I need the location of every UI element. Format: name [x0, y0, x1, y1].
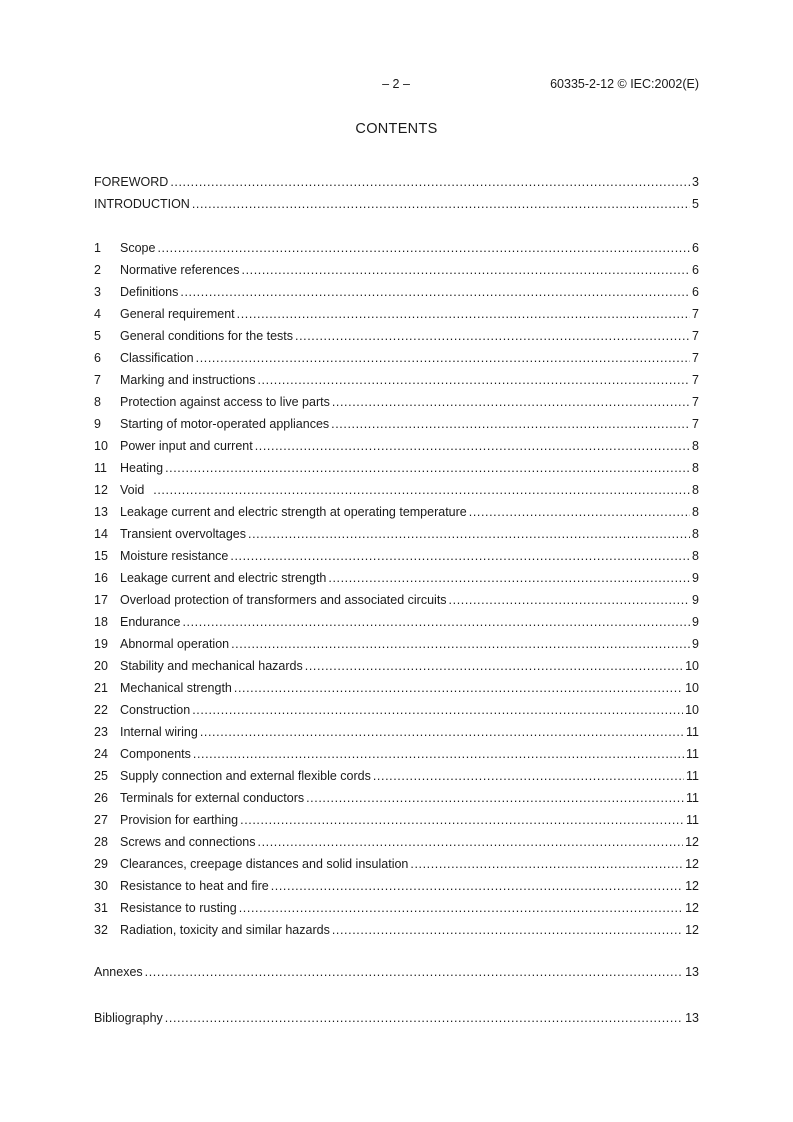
toc-entry-number: 21: [94, 681, 108, 695]
toc-entry-number: 8: [94, 395, 101, 409]
toc-entry-page: 7: [692, 417, 699, 431]
toc-entry-title: Leakage current and electric strength at operating temperature: [120, 505, 467, 519]
toc-clause-entry[interactable]: [94, 545, 699, 567]
toc-entry-title: Classification: [120, 351, 194, 365]
toc-dot-leader: [170, 171, 690, 193]
toc-entry-number: 9: [94, 417, 101, 431]
toc-front-matter: [94, 171, 699, 215]
toc-dot-leader: [234, 677, 683, 699]
toc-clause-entry[interactable]: [94, 303, 699, 325]
toc-annexes: [94, 961, 699, 983]
toc-entry-page: 10: [685, 703, 699, 717]
toc-entry-page: 6: [692, 285, 699, 299]
toc-clause-entry[interactable]: [94, 853, 699, 875]
toc-entry-title: Overload protection of transformers and associated circuits: [120, 593, 447, 607]
toc-entry-page: 5: [692, 197, 699, 211]
toc-clauses: [94, 237, 699, 941]
toc-entry-page: 11: [686, 813, 699, 827]
toc-dot-leader: [332, 919, 683, 941]
toc-clause-entry[interactable]: [94, 633, 699, 655]
toc-dot-leader: [192, 699, 683, 721]
toc-entry-title: Resistance to rusting: [120, 901, 237, 915]
toc-entry-page: 8: [692, 461, 699, 475]
toc-dot-leader: [193, 743, 684, 765]
toc-entry-page: 11: [686, 769, 699, 783]
toc-clause-entry[interactable]: [94, 831, 699, 853]
toc-entry-number: 31: [94, 901, 108, 915]
toc-entry-number: 10: [94, 439, 108, 453]
toc-entry-number: 19: [94, 637, 108, 651]
toc-entry-title: Protection against access to live parts: [120, 395, 330, 409]
toc-entry-number: 23: [94, 725, 108, 739]
toc-front-entry[interactable]: [94, 193, 699, 215]
toc-entry-title: Starting of motor-operated appliances: [120, 417, 330, 431]
toc-entry-page: 12: [685, 901, 699, 915]
toc-entry-title: Terminals for external conductors: [120, 791, 305, 805]
toc-clause-entry[interactable]: [94, 875, 699, 897]
toc-entry-title: FOREWORD: [94, 175, 169, 189]
toc-entry-page: 6: [692, 241, 699, 255]
toc-dot-leader: [180, 281, 690, 303]
toc-entry-title: Screws and connections: [120, 835, 256, 849]
toc-clause-entry[interactable]: [94, 457, 699, 479]
toc-entry-title: Endurance: [120, 615, 181, 629]
toc-clause-entry[interactable]: [94, 677, 699, 699]
toc-clause-entry[interactable]: [94, 919, 699, 941]
toc-dot-leader: [306, 787, 684, 809]
toc-entry-number: 22: [94, 703, 108, 717]
toc-dot-leader: [242, 259, 691, 281]
toc-dot-leader: [165, 1007, 683, 1029]
toc-entry-title: Radiation, toxicity and similar hazards: [120, 923, 330, 937]
toc-clause-entry[interactable]: [94, 699, 699, 721]
toc-clause-entry[interactable]: [94, 325, 699, 347]
toc-dot-leader: [469, 501, 690, 523]
toc-entry-page: 9: [692, 571, 699, 585]
toc-clause-entry[interactable]: [94, 237, 699, 259]
toc-entry-title: Power input and current: [120, 439, 253, 453]
toc-entry-page: 10: [685, 681, 699, 695]
toc-entry-page: 11: [686, 791, 699, 805]
toc-entry-title: Normative references: [120, 263, 240, 277]
toc-entry-number: 1: [94, 241, 101, 255]
toc-entry-number: 12: [94, 483, 108, 497]
toc-entry-number: 29: [94, 857, 108, 871]
toc-entry-page: 12: [685, 835, 699, 849]
toc-entry-title: Marking and instructions: [120, 373, 256, 387]
toc-dot-leader: [449, 589, 691, 611]
toc-entry-title: Supply connection and external flexible cords: [120, 769, 371, 783]
toc-clause-entry[interactable]: [94, 655, 699, 677]
contents-heading: CONTENTS: [355, 121, 438, 137]
toc-entry-page: 10: [685, 659, 699, 673]
toc-entry-page: 12: [685, 879, 699, 893]
toc-entry-number: 26: [94, 791, 108, 805]
toc-entry-title: Scope: [120, 241, 156, 255]
toc-dot-leader: [196, 347, 690, 369]
toc-entry-page: 12: [685, 923, 699, 937]
toc-bibliography: [94, 1007, 699, 1029]
toc-dot-leader: [200, 721, 684, 743]
toc-entry-number: 3: [94, 285, 101, 299]
toc-clause-entry[interactable]: [94, 809, 699, 831]
toc-entry-number: 20: [94, 659, 108, 673]
toc-entry-page: 8: [692, 527, 699, 541]
toc-entry-page: 7: [692, 329, 699, 343]
toc-clause-entry[interactable]: [94, 347, 699, 369]
toc-entry-title: Moisture resistance: [120, 549, 229, 563]
toc-entry-title: Void: [120, 483, 152, 497]
toc-entry-page: 9: [692, 593, 699, 607]
toc-entry-number: 18: [94, 615, 108, 629]
toc-entry-title: Components: [120, 747, 191, 761]
toc-entry-title: General requirement: [120, 307, 235, 321]
toc-entry-number: 11: [94, 461, 107, 475]
toc-clause-entry[interactable]: [94, 787, 699, 809]
toc-dot-leader: [231, 633, 690, 655]
toc-entry-title: Transient overvoltages: [120, 527, 246, 541]
toc-clause-entry[interactable]: [94, 897, 699, 919]
toc-entry-number: 5: [94, 329, 101, 343]
toc-entry-number: 27: [94, 813, 108, 827]
toc-clause-entry[interactable]: [94, 479, 699, 501]
document-reference: 60335-2-12 © IEC:2002(E): [550, 77, 699, 91]
toc-entry-number: 15: [94, 549, 108, 563]
toc-dot-leader: [373, 765, 684, 787]
toc-dot-leader: [331, 413, 690, 435]
toc-entry-page: 7: [692, 373, 699, 387]
toc-dot-leader: [332, 391, 690, 413]
toc-entry-page: 7: [692, 307, 699, 321]
toc-dot-leader: [192, 193, 690, 215]
toc-bibliography-entry[interactable]: [94, 1007, 699, 1029]
toc-entry-number: 6: [94, 351, 101, 365]
toc-entry-number: 30: [94, 879, 108, 893]
toc-entry-number: 24: [94, 747, 108, 761]
toc-clause-entry[interactable]: [94, 259, 699, 281]
toc-clause-entry[interactable]: [94, 743, 699, 765]
toc-front-entry[interactable]: [94, 171, 699, 193]
toc-entry-page: 7: [692, 395, 699, 409]
toc-entry-title: Leakage current and electric strength: [120, 571, 327, 585]
toc-entry-page: 8: [692, 439, 699, 453]
toc-entry-page: 8: [692, 483, 699, 497]
toc-dot-leader: [305, 655, 683, 677]
toc-dot-leader: [239, 897, 683, 919]
toc-entry-number: 28: [94, 835, 108, 849]
toc-clause-entry[interactable]: [94, 567, 699, 589]
toc-entry-page: 9: [692, 637, 699, 651]
toc-entry-number: 17: [94, 593, 108, 607]
toc-entry-number: 2: [94, 263, 101, 277]
toc-dot-leader: [240, 809, 684, 831]
toc-entry-title: Definitions: [120, 285, 179, 299]
toc-entry-number: 14: [94, 527, 108, 541]
toc-clause-entry[interactable]: [94, 589, 699, 611]
toc-entry-number: 25: [94, 769, 108, 783]
toc-dot-leader: [165, 457, 690, 479]
toc-entry-page: 11: [686, 747, 699, 761]
toc-entry-number: 7: [94, 373, 101, 387]
toc-entry-page: 8: [692, 505, 699, 519]
toc-dot-leader: [153, 479, 690, 501]
toc-clause-entry[interactable]: [94, 413, 699, 435]
toc-entry-page: 13: [685, 965, 699, 979]
toc-dot-leader: [230, 545, 690, 567]
toc-clause-entry[interactable]: [94, 501, 699, 523]
toc-entry-title: Stability and mechanical hazards: [120, 659, 303, 673]
toc-entry-page: 3: [692, 175, 699, 189]
toc-entry-title: Construction: [120, 703, 191, 717]
toc-dot-leader: [145, 961, 683, 983]
toc-dot-leader: [257, 369, 690, 391]
toc-entry-page: 6: [692, 263, 699, 277]
toc-clause-entry[interactable]: [94, 435, 699, 457]
toc-clause-entry[interactable]: [94, 611, 699, 633]
toc-entry-page: 8: [692, 549, 699, 563]
toc-entry-number: 16: [94, 571, 108, 585]
toc-entry-title: Abnormal operation: [120, 637, 230, 651]
toc-entry-title: General conditions for the tests: [120, 329, 294, 343]
toc-dot-leader: [410, 853, 683, 875]
toc-entry-title: Mechanical strength: [120, 681, 232, 695]
toc-entry-number: 32: [94, 923, 108, 937]
toc-dot-leader: [328, 567, 690, 589]
toc-entry-page: 11: [686, 725, 699, 739]
toc-clause-entry[interactable]: [94, 391, 699, 413]
toc-entry-title: INTRODUCTION: [94, 197, 190, 211]
toc-dot-leader: [271, 875, 683, 897]
toc-dot-leader: [237, 303, 690, 325]
toc-entry-title: Internal wiring: [120, 725, 198, 739]
toc-dot-leader: [295, 325, 690, 347]
toc-entry-title: Bibliography: [94, 1011, 163, 1025]
toc-dot-leader: [182, 611, 690, 633]
toc-clause-entry[interactable]: [94, 523, 699, 545]
toc-clause-entry[interactable]: [94, 281, 699, 303]
toc-entry-page: 9: [692, 615, 699, 629]
toc-dot-leader: [248, 523, 690, 545]
toc-entry-title: Heating: [120, 461, 164, 475]
page-number: – 2 –: [382, 77, 410, 91]
toc-dot-leader: [255, 435, 690, 457]
toc-entry-number: 4: [94, 307, 101, 321]
toc-annexes-entry[interactable]: [94, 961, 699, 983]
toc-entry-number: 13: [94, 505, 108, 519]
toc-clause-entry[interactable]: [94, 721, 699, 743]
toc-entry-title: Clearances, creepage distances and solid insulation: [120, 857, 409, 871]
toc-clause-entry[interactable]: [94, 765, 699, 787]
toc-entry-title: Provision for earthing: [120, 813, 239, 827]
toc-entry-page: 7: [692, 351, 699, 365]
toc-clause-entry[interactable]: [94, 369, 699, 391]
toc-entry-page: 12: [685, 857, 699, 871]
toc-entry-page: 13: [685, 1011, 699, 1025]
toc-dot-leader: [157, 237, 690, 259]
toc-entry-title: Annexes: [94, 965, 143, 979]
toc-dot-leader: [258, 831, 684, 853]
toc-entry-title: Resistance to heat and fire: [120, 879, 269, 893]
